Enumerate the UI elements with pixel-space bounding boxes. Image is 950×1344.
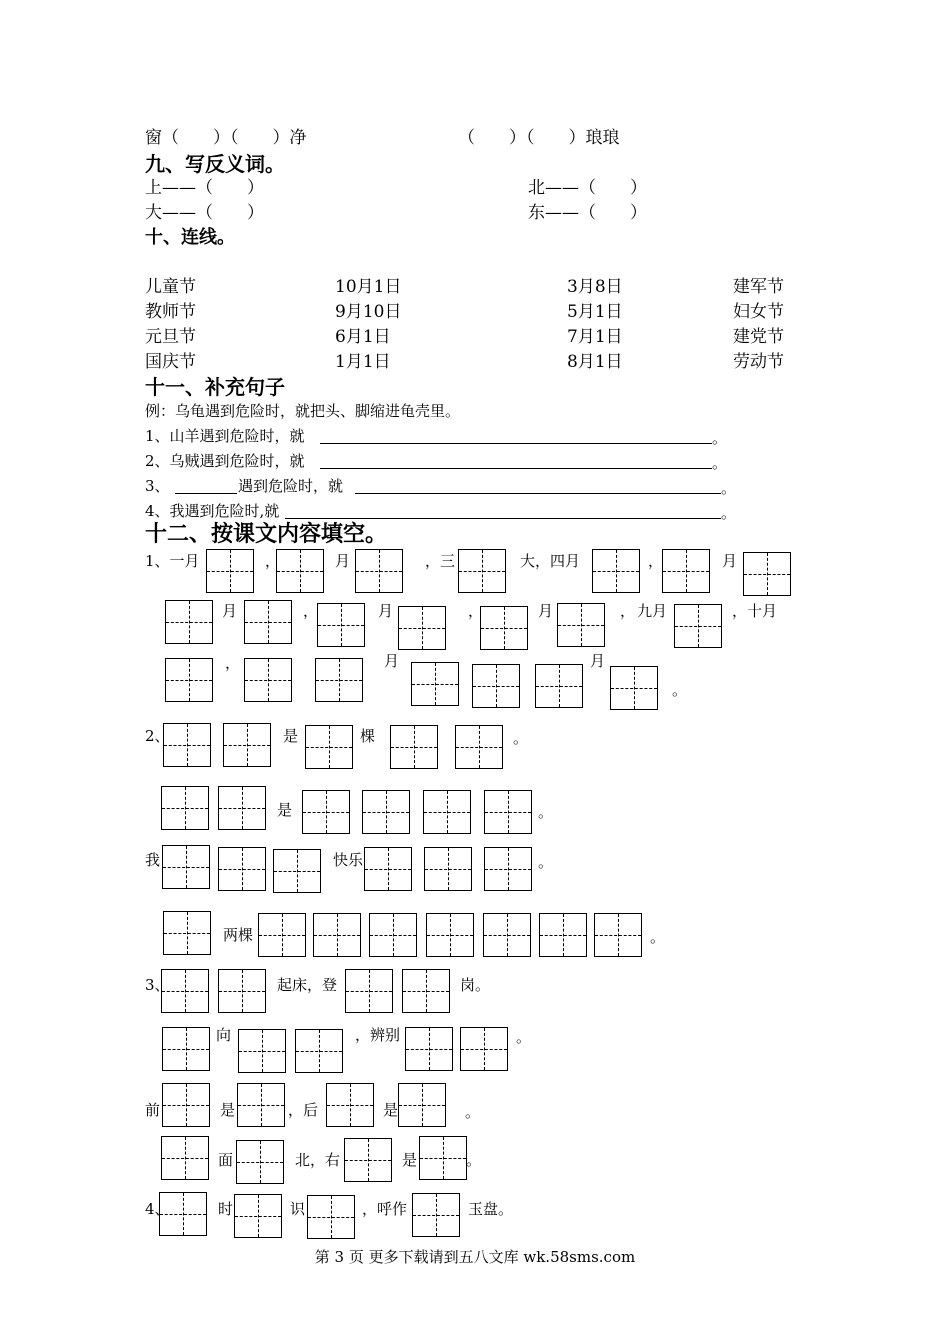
sentence-end: 。 [712,429,728,447]
festival-name: 元旦节 [145,327,196,347]
character-box[interactable] [273,849,321,893]
character-box[interactable] [162,1083,210,1127]
character-box[interactable] [244,658,292,702]
character-box[interactable] [592,549,640,593]
festival-date: 8月1日 [567,352,623,372]
character-box[interactable] [237,1083,285,1127]
festival-name: 儿童节 [145,277,196,297]
character-box[interactable] [398,1083,446,1127]
text-fragment: 。 [516,1028,532,1046]
festival-date: 3月8日 [567,277,623,297]
character-box[interactable] [326,1083,374,1127]
character-box[interactable] [662,549,710,593]
text-fragment: 两棵 [223,926,254,944]
character-box[interactable] [238,1029,286,1073]
text-fragment: 北，右 [295,1151,341,1169]
festival-name: 建军节 [733,277,784,297]
character-box[interactable] [276,549,324,593]
text-fragment: 识 [290,1200,306,1218]
character-box[interactable] [206,549,254,593]
character-box[interactable] [307,1195,355,1239]
character-box[interactable] [405,1027,453,1071]
character-box[interactable] [244,600,292,644]
character-box[interactable] [223,723,271,767]
character-box[interactable] [743,552,791,596]
answer-line[interactable] [285,518,721,519]
section-11-heading: 十一、补充句子 [145,375,285,399]
character-box[interactable] [362,790,410,834]
text-fragment: 是 [277,801,293,819]
text-fragment: 。 [513,729,529,747]
text-fragment: 九月 [637,602,668,620]
character-box[interactable] [302,790,350,834]
character-box[interactable] [364,847,412,891]
idiom-fill-left: 窗（ ）（ ）净 [145,128,307,148]
sentence-end: 。 [712,454,728,472]
festival-date: 1月1日 [335,352,391,372]
sentence-end: 。 [721,504,737,522]
festival-name: 国庆节 [145,352,196,372]
character-box[interactable] [355,549,403,593]
antonym-item: 北——（ ） [528,178,647,198]
text-fragment: 棵 [360,727,376,745]
character-box[interactable] [317,603,365,647]
answer-line[interactable] [355,493,721,494]
text-fragment: 月 [378,602,394,620]
text-fragment: 前 [145,1101,161,1119]
text-fragment: 。 [465,1103,481,1121]
character-box[interactable] [236,1140,284,1184]
character-box[interactable] [344,1138,392,1182]
text-fragment: 是 [220,1101,236,1119]
sentence-prompt: 3、 [145,477,170,495]
character-box[interactable] [305,725,353,769]
character-box[interactable] [460,1027,508,1071]
text-fragment: 我 [145,851,161,869]
answer-line[interactable] [320,468,712,469]
character-box[interactable] [345,969,393,1013]
character-box[interactable] [594,913,642,957]
text-fragment: ，三 [425,552,456,570]
character-box[interactable] [674,604,722,648]
text-fragment: 面 [218,1151,234,1169]
text-fragment: 。 [466,1151,482,1169]
festival-name: 劳动节 [733,352,784,372]
character-box[interactable] [484,790,532,834]
character-box[interactable] [423,790,471,834]
character-box[interactable] [163,911,211,955]
festival-date: 5月1日 [567,302,623,322]
character-box[interactable] [398,606,446,650]
text-fragment: 是 [402,1151,418,1169]
example-sentence: 例：乌龟遇到危险时，就把头、脚缩进龟壳里。 [145,402,461,420]
character-box[interactable] [535,664,583,708]
festival-date: 10月1日 [335,277,402,297]
character-box[interactable] [412,1193,460,1237]
page-footer: 第 3 页 更多下载请到五八文库 wk.58sms.com [314,1248,636,1266]
character-box[interactable] [411,662,459,706]
text-fragment: ，十月 [732,602,778,620]
text-fragment: 是 [383,1101,399,1119]
festival-name: 教师节 [145,302,196,322]
character-box[interactable] [426,913,474,957]
text-fragment: 。 [650,928,666,946]
character-box[interactable] [218,969,266,1013]
text-fragment: ， [620,602,636,620]
character-box[interactable] [161,1136,209,1180]
text-fragment: 月 [722,552,738,570]
text-fragment: 2、 [145,727,170,745]
character-box[interactable] [483,913,531,957]
character-box[interactable] [218,786,266,830]
character-box[interactable] [455,725,503,769]
festival-date: 9月10日 [335,302,402,322]
answer-line[interactable] [320,443,712,444]
text-fragment: 月 [538,602,554,620]
character-box[interactable] [161,786,209,830]
text-fragment: 月 [222,602,238,620]
character-box[interactable] [402,969,450,1013]
sentence-prompt: 4、我遇到危险时,就 [145,502,280,520]
antonym-item: 上——（ ） [145,178,264,198]
text-fragment: 玉盘。 [468,1200,514,1218]
text-fragment: ， [468,602,484,620]
character-box[interactable] [162,845,210,889]
text-fragment: 大，四月 [520,552,581,570]
text-fragment: ， [225,654,241,672]
text-fragment: ，辨别 [355,1026,401,1044]
character-box[interactable] [258,913,306,957]
text-fragment: 月 [335,552,351,570]
character-box[interactable] [390,725,438,769]
text-fragment: 时 [218,1200,234,1218]
sentence-prompt: 1、山羊遇到危险时，就 [145,427,305,445]
antonym-item: 大——（ ） [145,203,264,223]
character-box[interactable] [472,664,520,708]
character-box[interactable] [557,603,605,647]
text-fragment: 月 [590,652,606,670]
festival-name: 妇女节 [733,302,784,322]
text-fragment: 。 [538,803,554,821]
text-fragment: 快乐 [333,851,364,869]
section-12-heading: 十二、按课文内容填空。 [145,522,388,547]
text-fragment: ， [648,552,664,570]
character-box[interactable] [234,1194,282,1238]
text-fragment: 岗。 [460,976,491,994]
sentence-prompt: 遇到危险时，就 [238,477,344,495]
character-box[interactable] [162,1027,210,1071]
sentence-prompt: 2、乌贼遇到危险时，就 [145,452,305,470]
text-fragment: 起床，登 [277,976,338,994]
text-fragment: 1、一月 [145,552,200,570]
text-fragment: 月 [384,652,400,670]
festival-date: 7月1日 [567,327,623,347]
festival-name: 建党节 [733,327,784,347]
character-box[interactable] [419,1136,467,1180]
text-fragment: 是 [283,727,299,745]
text-fragment: ，呼作 [362,1200,408,1218]
antonym-item: 东——（ ） [528,203,647,223]
character-box[interactable] [159,1192,207,1236]
character-box[interactable] [313,913,361,957]
text-fragment: 向 [216,1026,232,1044]
text-fragment: 4、 [145,1200,170,1218]
character-box[interactable] [165,658,213,702]
character-box[interactable] [161,969,209,1013]
character-box[interactable] [539,913,587,957]
character-box[interactable] [484,847,532,891]
festival-date: 6月1日 [335,327,391,347]
text-fragment: ， [265,552,281,570]
text-fragment: ，后 [288,1101,319,1119]
text-fragment: 。 [672,681,688,699]
character-box[interactable] [480,606,528,650]
sentence-end: 。 [721,479,737,497]
section-9-heading: 九、写反义词。 [145,152,285,176]
idiom-fill-right: （ ）（ ）琅琅 [458,128,620,148]
character-box[interactable] [424,847,472,891]
character-box[interactable] [165,600,213,644]
character-box[interactable] [295,1029,343,1073]
text-fragment: 3、 [145,976,170,994]
character-box[interactable] [610,666,658,710]
character-box[interactable] [218,847,266,891]
character-box[interactable] [369,913,417,957]
character-box[interactable] [315,658,363,702]
character-box[interactable] [163,723,211,767]
section-10-heading: 十、连线。 [145,227,235,248]
text-fragment: 。 [538,853,554,871]
text-fragment: ， [303,602,319,620]
answer-line[interactable] [175,493,237,494]
character-box[interactable] [458,549,506,593]
